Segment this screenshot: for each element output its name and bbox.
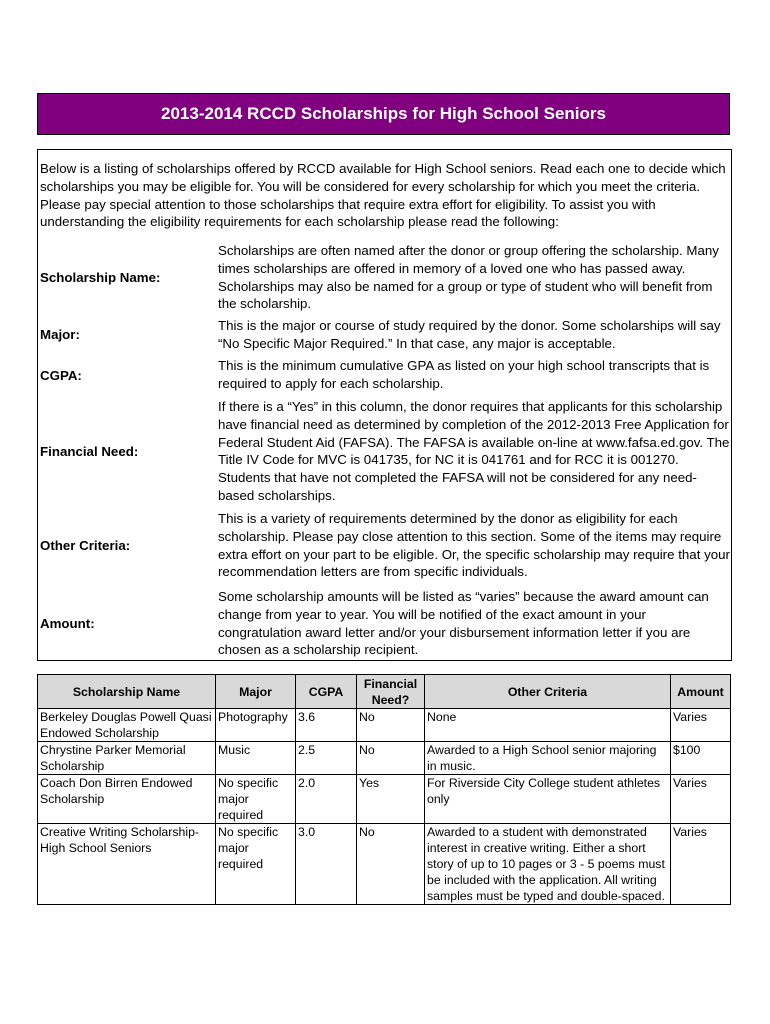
- cell-other-criteria: Awarded to a High School senior majoring in music.: [425, 742, 671, 775]
- cell-financial-need: No: [357, 709, 425, 742]
- page-title: 2013-2014 RCCD Scholarships for High School Seniors: [161, 104, 606, 123]
- column-header-scholarship-name: Scholarship Name: [38, 675, 216, 709]
- definition-label-financial-need: Financial Need:: [40, 444, 139, 459]
- definition-label-cgpa: CGPA:: [40, 368, 82, 383]
- cell-other-criteria: Awarded to a student with demonstrated interest in creative writing. Either a short story of up to 10 pages or 3 - 5 poems must be included with the application. All writing samples must be typed and double-spaced.: [425, 824, 671, 905]
- table-header-row: [38, 675, 731, 709]
- scholarship-table: [37, 674, 731, 905]
- intro-section: [37, 149, 732, 661]
- cell-major: No specific major required: [216, 824, 296, 905]
- cell-cgpa: 2.0: [296, 775, 357, 824]
- cell-cgpa: 2.5: [296, 742, 357, 775]
- definition-label-major: Major:: [40, 327, 80, 342]
- cell-amount: Varies: [671, 709, 731, 742]
- table-row: [38, 824, 731, 905]
- cell-cgpa: 3.0: [296, 824, 357, 905]
- table-row: [38, 775, 731, 824]
- cell-major: Music: [216, 742, 296, 775]
- cell-financial-need: No: [357, 824, 425, 905]
- definition-text-scholarship-name: Scholarships are often named after the donor or group offering the scholarship. Many times scholarships are offered in memory of a loved one who has passed away. Scholarships may also be named for a group or type of student who will benefit from the scholarship.: [218, 243, 719, 312]
- definition-text-financial-need: If there is a “Yes” in this column, the donor requires that applicants for this scholarship have financial need as determined by completion of the 2012-2013 Free Application for Federal Student Aid (FAFSA). The FAFSA is available on-line at www.fafsa.ed.gov. The Title IV Code for MVC is 041735, for NC it is 041761 and for RCC it is 001270. Students that have not completed the FAFSA will not be considered for any need-based scholarships.: [218, 399, 730, 503]
- definition-text-major: This is the major or course of study required by the donor. Some scholarships will say “No Specific Major Required.” In that case, any major is acceptable.: [218, 318, 721, 351]
- table-row: [38, 709, 731, 742]
- definition-label-other-criteria: Other Criteria:: [40, 538, 131, 553]
- column-header-financial-need: Financial Need?: [357, 675, 425, 709]
- cell-amount: $100: [671, 742, 731, 775]
- column-header-other-criteria: Other Criteria: [425, 675, 671, 709]
- cell-amount: Varies: [671, 775, 731, 824]
- definition-text-cgpa: This is the minimum cumulative GPA as listed on your high school transcripts that is required to apply for each scholarship.: [218, 358, 710, 391]
- cell-major: Photography: [216, 709, 296, 742]
- cell-scholarship-name: Berkeley Douglas Powell Quasi Endowed Scholarship: [38, 709, 216, 742]
- cell-major: No specific major required: [216, 775, 296, 824]
- cell-cgpa: 3.6: [296, 709, 357, 742]
- definition-text-other-criteria: This is a variety of requirements determined by the donor as eligibility for each scholarship. Please pay close attention to this section. Some of the items may require extra effort on your part to be eligible. Or, the specific scholarship may require that your recommendation letters are from specific individuals.: [218, 511, 730, 580]
- title-banner: [37, 93, 730, 135]
- cell-other-criteria: None: [425, 709, 671, 742]
- cell-financial-need: Yes: [357, 775, 425, 824]
- definition-label-amount: Amount:: [40, 616, 95, 631]
- definition-text-amount: Some scholarship amounts will be listed as “varies” because the award amount can change from year to year. You will be notified of the exact amount in your congratulation award letter and/or your disbursement information letter if you are chosen as a scholarship recipient.: [218, 589, 709, 658]
- cell-other-criteria: For Riverside City College student athletes only: [425, 775, 671, 824]
- cell-scholarship-name: Chrystine Parker Memorial Scholarship: [38, 742, 216, 775]
- table-row: [38, 742, 731, 775]
- cell-financial-need: No: [357, 742, 425, 775]
- intro-paragraph: Below is a listing of scholarships offered by RCCD available for High School seniors. Read each one to decide which scholarships you may be eligible for. You will be considered for every scholarship for which you meet the criteria. Please pay special attention to those scholarships that require extra effort for eligibility. To assist you with understanding the eligibility requirements for each scholarship please read the following:: [40, 161, 726, 230]
- cell-scholarship-name: Coach Don Birren Endowed Scholarship: [38, 775, 216, 824]
- cell-scholarship-name: Creative Writing Scholarship-High School Seniors: [38, 824, 216, 905]
- column-header-major: Major: [216, 675, 296, 709]
- cell-amount: Varies: [671, 824, 731, 905]
- column-header-cgpa: CGPA: [296, 675, 357, 709]
- definition-label-scholarship-name: Scholarship Name:: [40, 270, 161, 285]
- column-header-amount: Amount: [671, 675, 731, 709]
